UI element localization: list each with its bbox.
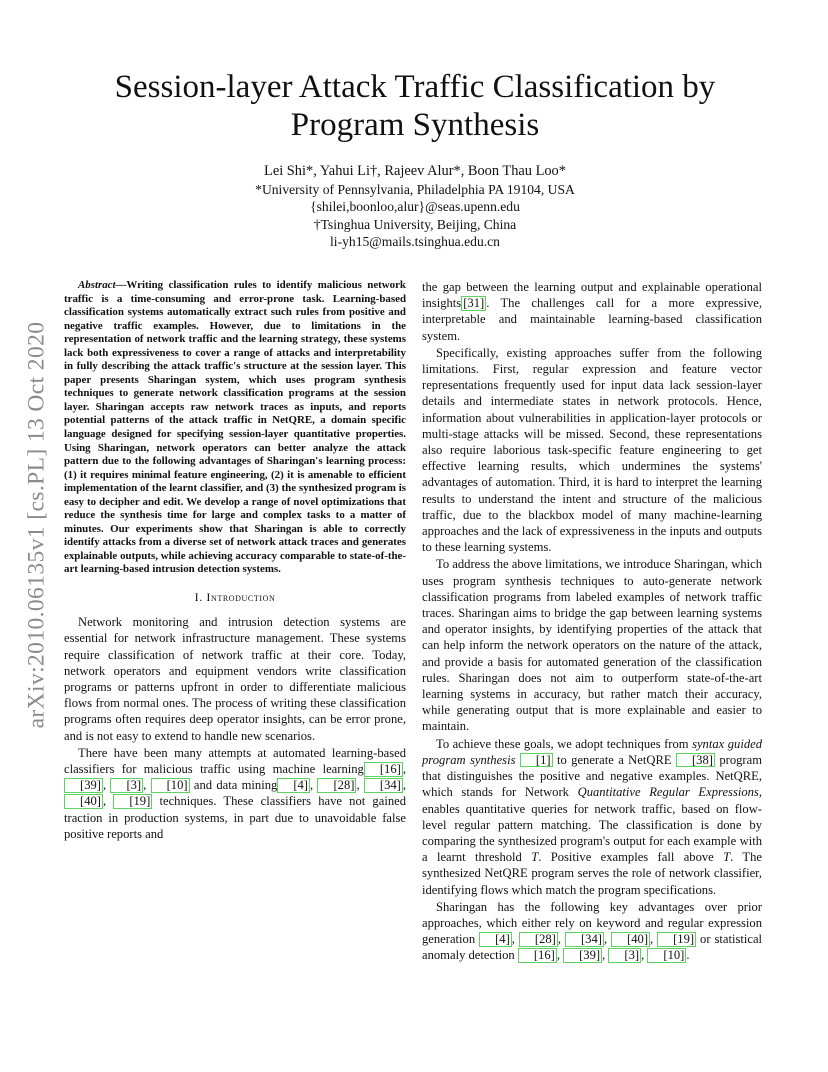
- citation-link[interactable]: [19]: [113, 794, 152, 809]
- intro-paragraph-3: Specifically, existing approaches suffer from the following limitations. First, regular expression and feature vector representations frequently used for input data lack session-layer details and intermediate states in network protocols. Hence, information about vulnerabilities in application-layer protocols or multi-stage attacks will be missed. Second, these representations also require laborious task-specific feature engineering to get effective learning results, which undermines the systems' advantages of automation. Third, it is hard to interpret the learning results to understand the intent and structure of the malicious traffic, due to the blackbox model of many machine-learning approaches and the lack of expressiveness in the inputs and outputs to these learning systems.: [422, 345, 762, 555]
- abstract-text: —Writing classification rules to identify malicious network traffic is a time-consuming and error-prone task. Learning-based classification systems automatically extract such rules from positive and negative traffic examples. However, due to limitations in the representation of network traffic and the learning strategy, these systems lack both expressiveness to cover a range of attacks and interpretability in fully describing the attack traffic's structure at the session layer. This paper presents Sharingan system, which uses program synthesis techniques to generate network classification programs at the session layer. Sharingan accepts raw network traces as inputs, and reports potential patterns of the attack traffic in NetQRE, a domain specific language designed for specifying session-layer quantitative properties. Using Sharingan, network operators can better analyze the attack pattern due to the following advantages of Sharingan's learning process: (1) it requires minimal feature engineering, (2) it is amenable to efficient implementation of the learnt classifier, and (3) the synthesized program is easy to decipher and edit. We develop a range of novel optimizations that reduce the synthesis time for large and complex tasks to a matter of minutes. Our experiments show that Sharingan is able to correctly identify attacks from a diverse set of network attack traces and generates explainable outputs, while achieving accuracy comparable to state-of-the-art learning-based intrusion detection systems.: [64, 279, 406, 576]
- math-symbol: T: [723, 850, 731, 865]
- paragraph-text: , enables quantitative queries for network traffic, based on flow-level regular pattern matching. The classification is done by comparing the synthesized program's output for each example with a learnt threshold: [422, 785, 762, 865]
- paper-title-line-1: Session-layer Attack Traffic Classification by: [114, 69, 716, 105]
- paper-title: [90, 68, 740, 144]
- author-block: [90, 163, 740, 250]
- citation-link[interactable]: [16]: [518, 948, 557, 963]
- emphasis-text: syntax guided program synthesis: [422, 736, 762, 767]
- email-penn: {shilei,boonloo,alur}@seas.upenn.edu: [310, 199, 520, 215]
- paper-title-line-2: Program Synthesis: [290, 107, 540, 143]
- citation-link[interactable]: [16]: [364, 762, 403, 777]
- math-symbol: T: [531, 850, 539, 865]
- paragraph-text: techniques. These classifiers have not gained traction in production systems, in part due to unavoidable false positive reports and: [64, 794, 406, 841]
- citation-link[interactable]: [34]: [565, 932, 604, 947]
- intro-paragraph-1: Network monitoring and intrusion detection systems are essential for network infrastructure management. These systems require classification of network traffic at their core. Today, network operators and equipment vendors write classification programs or patterns upfront in order to differentiate malicious flows from normal ones. The process of writing these classification programs often requires deep operator insights, can be error prone, and is not easy to extend to handle new scenarios.: [64, 615, 406, 743]
- section-heading-introduction: [64, 589, 406, 605]
- paragraph-text: . Positive examples fall above: [538, 850, 724, 865]
- citation-link[interactable]: [39]: [64, 778, 103, 793]
- citation-link[interactable]: [28]: [519, 932, 558, 947]
- emphasis-text: Quantitative Regular Expressions: [577, 785, 759, 800]
- left-column: [64, 279, 406, 843]
- abstract-label: Abstract: [78, 279, 116, 291]
- author-names: Lei Shi*, Yahui Li†, Rajeev Alur*, Boon Thau Loo*: [264, 163, 566, 179]
- citation-link[interactable]: [3]: [608, 948, 641, 963]
- intro-paragraph-6: Sharingan has the following key advantages over prior approaches, which either rely on keyword and regular expression generation [4] , [28] , [34] , [40] , [19] or statistical anomaly detection [16] , [39] , [3] , [10] .: [422, 899, 763, 963]
- abstract: [64, 279, 406, 577]
- intro-paragraph-2-continued: [422, 279, 762, 344]
- arxiv-identifier: [12, 290, 62, 760]
- section-title: Introduction: [206, 590, 276, 605]
- paragraph-text: or statistical anomaly detection: [422, 932, 763, 963]
- paragraph-text: To achieve these goals, we adopt techniques from: [436, 736, 693, 751]
- paragraph-text: Sharingan has the following key advantages over prior approaches, which either rely on keyword and regular expression generation: [422, 899, 762, 947]
- affiliation-penn: *University of Pennsylvania, Philadelphia PA 19104, USA: [255, 182, 575, 198]
- citation-link[interactable]: [1]: [520, 753, 553, 768]
- citation-link[interactable]: [10]: [647, 948, 686, 963]
- intro-paragraph-2: There have been many attempts at automated learning-based classifiers for malicious traffic using machine learning [16] , [39] , [3] , [10] and data mining [4] , [28] , [34] , [40] , [19] techniques. These classifiers have not gained traction in production systems, in part due to unavoidable false positive reports and: [64, 745, 407, 841]
- paragraph-text: and data mining: [189, 778, 278, 793]
- intro-paragraph-5: [422, 736, 762, 898]
- right-column: [422, 279, 762, 965]
- citation-link[interactable]: [38]: [676, 753, 715, 768]
- citation-link[interactable]: [10]: [151, 778, 190, 793]
- citation-link[interactable]: [19]: [657, 932, 696, 947]
- arxiv-identifier-text: arXiv:2010.06135v1 [cs.PL] 13 Oct 2020: [23, 321, 50, 729]
- email-tsinghua: li-yh15@mails.tsinghua.edu.cn: [330, 233, 500, 249]
- paragraph-text: .: [686, 948, 690, 963]
- affiliation-tsinghua: †Tsinghua University, Beijing, China: [313, 216, 517, 232]
- paragraph-text: to generate a NetQRE: [552, 752, 676, 767]
- citation-link[interactable]: [39]: [563, 948, 602, 963]
- paragraph-text: There have been many attempts at automated learning-based classifiers for malicious traffic using machine learning: [64, 745, 406, 777]
- paragraph-text: program that distinguishes the positive and negative examples. NetQRE, which stands for Network: [422, 752, 762, 800]
- citation-link[interactable]: [40]: [611, 932, 650, 947]
- citation-link[interactable]: [34]: [364, 778, 403, 793]
- paragraph-text: . The challenges call for a more expressive, interpretable and maintainable learning-based classification system.: [422, 296, 762, 343]
- citation-link[interactable]: [40]: [64, 794, 103, 809]
- citation-link[interactable]: [4]: [277, 778, 310, 793]
- citation-link[interactable]: [3]: [110, 778, 143, 793]
- citation-link[interactable]: [31]: [463, 296, 485, 311]
- paragraph-text: the gap between the learning output and explainable operational insights: [422, 280, 762, 311]
- citation-link[interactable]: [4]: [479, 932, 512, 947]
- section-number: I.: [194, 590, 203, 605]
- paragraph-text: . The synthesized NetQRE program serves the role of network classifier, identifying flows which match the program specifications.: [422, 850, 762, 897]
- intro-paragraph-4: To address the above limitations, we introduce Sharingan, which uses program synthesis techniques to auto-generate network classification programs from labeled examples of network traffic traces. Sharingan aims to bridge the gap between learning systems and operator insights, by identifying properties of the attack that can help inform the network operators on the nature of the attack, and provide a basis for automated generation of the classification rules. Sharingan does not aim to outperform state-of-the-art learning systems in accuracy, but rather match their accuracy, while generating output that is more explainable and easier to maintain.: [422, 557, 762, 734]
- citation-link[interactable]: [28]: [317, 778, 356, 793]
